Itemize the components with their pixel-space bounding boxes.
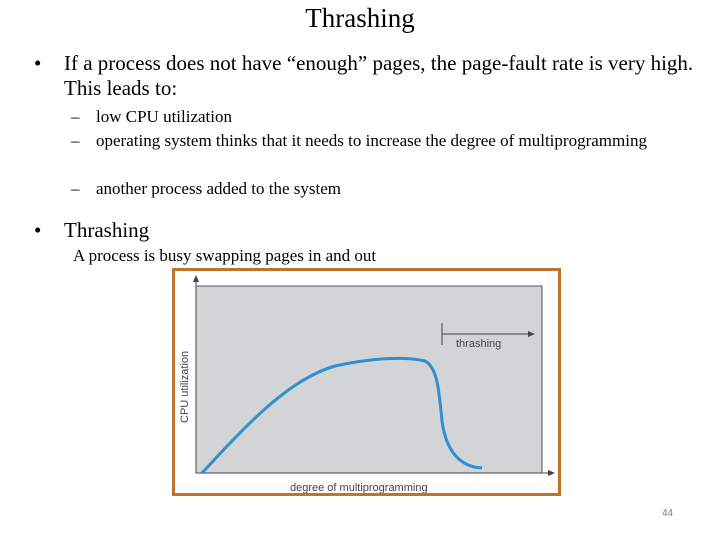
dash-marker: – bbox=[71, 107, 80, 126]
y-axis-arrowhead bbox=[193, 275, 199, 282]
x-axis-arrowhead bbox=[548, 470, 555, 476]
thrashing-figure bbox=[172, 268, 561, 496]
thrashing-annotation: thrashing bbox=[456, 338, 502, 350]
dash-marker: – bbox=[71, 131, 80, 150]
thrashing-diagram bbox=[175, 271, 558, 493]
x-axis-label: degree of multiprogramming bbox=[290, 482, 428, 493]
dash-marker: – bbox=[71, 179, 80, 198]
bullet-text: If a process does not have “enough” pages, the page-fault rate is very high. This leads to: bbox=[64, 51, 694, 100]
slide-title: Thrashing bbox=[305, 3, 415, 33]
bullet-dot: • bbox=[34, 218, 42, 242]
page-number: 44 bbox=[662, 508, 674, 519]
subitem-text: another process added to the system bbox=[96, 179, 342, 198]
bullet-dot: • bbox=[34, 51, 42, 75]
thrashing-definition: A process is busy swapping pages in and out bbox=[73, 246, 377, 265]
subitem-text: low CPU utilization bbox=[96, 107, 232, 126]
subitem-text: operating system thinks that it needs to increase the degree of multiprogramming bbox=[96, 131, 647, 150]
y-axis-label: CPU utilization bbox=[179, 350, 191, 423]
plot-area bbox=[196, 286, 542, 473]
bullet-text: Thrashing bbox=[64, 218, 150, 242]
